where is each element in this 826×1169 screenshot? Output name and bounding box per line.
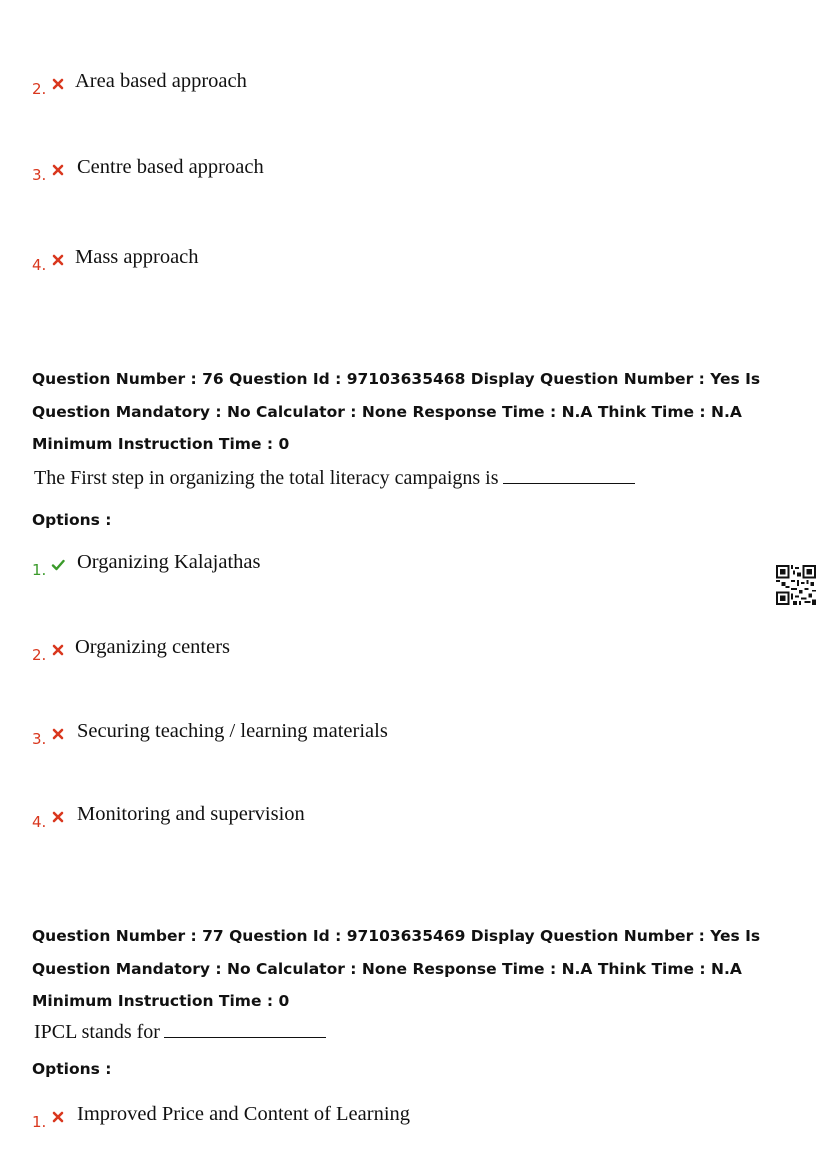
cross-icon [51,253,65,267]
question-76-text [34,467,635,490]
question-77-header: Question Number : 77 Question Id : 97103635469 Display Question Number : Yes Is Question Mandatory : No Calculator : None Response Time : N.A Think Time : N.A Minimum Instruction Time : 0 [32,927,761,1010]
cross-icon [51,643,65,657]
options-label: Options : [32,511,112,529]
check-icon [51,558,65,572]
cross-icon [51,810,65,824]
option-number: 2. [32,646,47,664]
option-number: 3. [32,166,47,184]
answer-blank [503,482,635,484]
cross-icon [51,163,65,177]
qr-code-icon [776,565,816,605]
option-text: Monitoring and supervision [77,803,305,825]
option-text: Mass approach [75,246,199,268]
option-number: 4. [32,813,47,831]
option-number: 3. [32,730,47,748]
option-text: Centre based approach [77,156,264,178]
options-label: Options : [32,1060,112,1078]
question-76-header: Question Number : 76 Question Id : 97103635468 Display Question Number : Yes Is Question Mandatory : No Calculator : None Response Time : N.A Think Time : N.A Minimum Instruction Time : 0 [32,370,761,453]
question-77-text [34,1021,326,1044]
option-text: Organizing Kalajathas [77,551,261,573]
option-number: 1. [32,1113,47,1131]
option-text: Organizing centers [75,636,231,658]
question-text: IPCL stands for [34,1021,160,1043]
option-number: 4. [32,256,47,274]
question-text: The First step in organizing the total literacy campaigns is [34,467,499,489]
cross-icon [51,727,65,741]
option-text: Improved Price and Content of Learning [77,1103,411,1125]
option-text: Securing teaching / learning materials [77,720,388,742]
cross-icon [51,1110,65,1124]
option-number: 1. [32,561,47,579]
cross-icon [51,77,65,91]
option-number: 2. [32,80,47,98]
answer-blank [164,1036,326,1038]
option-text: Area based approach [75,70,247,92]
